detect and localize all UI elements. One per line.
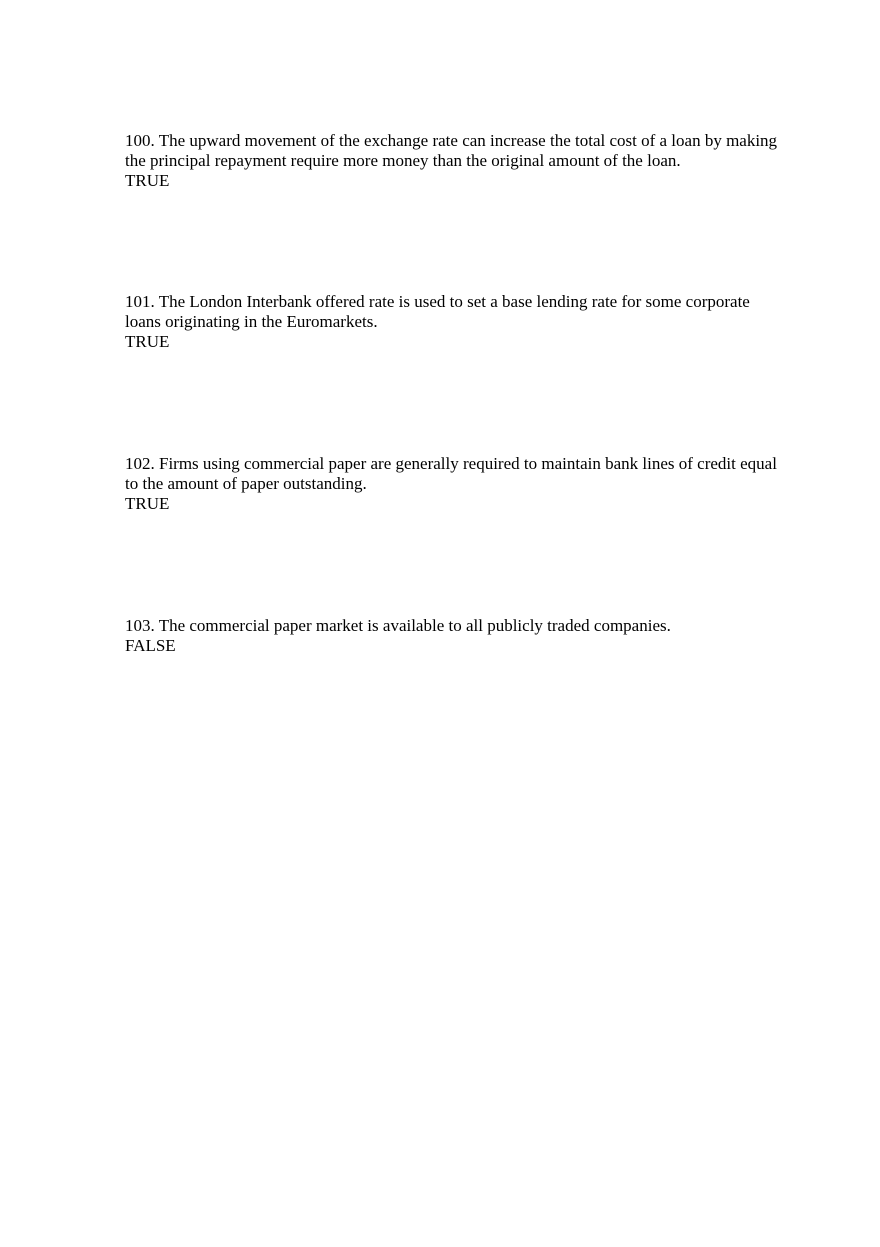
question-102 xyxy=(125,454,785,514)
question-text: 103. The commercial paper market is available to all publicly traded companies. xyxy=(125,616,671,635)
question-100 xyxy=(125,131,785,191)
question-101 xyxy=(125,292,785,352)
question-answer: TRUE xyxy=(125,332,170,351)
question-answer: TRUE xyxy=(125,171,170,190)
question-answer: FALSE xyxy=(125,636,176,655)
question-text: 101. The London Interbank offered rate is used to set a base lending rate for some corporate loans originating in the Euromarkets. xyxy=(125,292,750,331)
question-text: 100. The upward movement of the exchange rate can increase the total cost of a loan by making the principal repayment require more money than the original amount of the loan. xyxy=(125,131,778,170)
question-text: 102. Firms using commercial paper are generally required to maintain bank lines of credit equal to the amount of paper outstanding. xyxy=(125,454,777,493)
question-answer: TRUE xyxy=(125,494,170,513)
question-103 xyxy=(125,616,785,656)
